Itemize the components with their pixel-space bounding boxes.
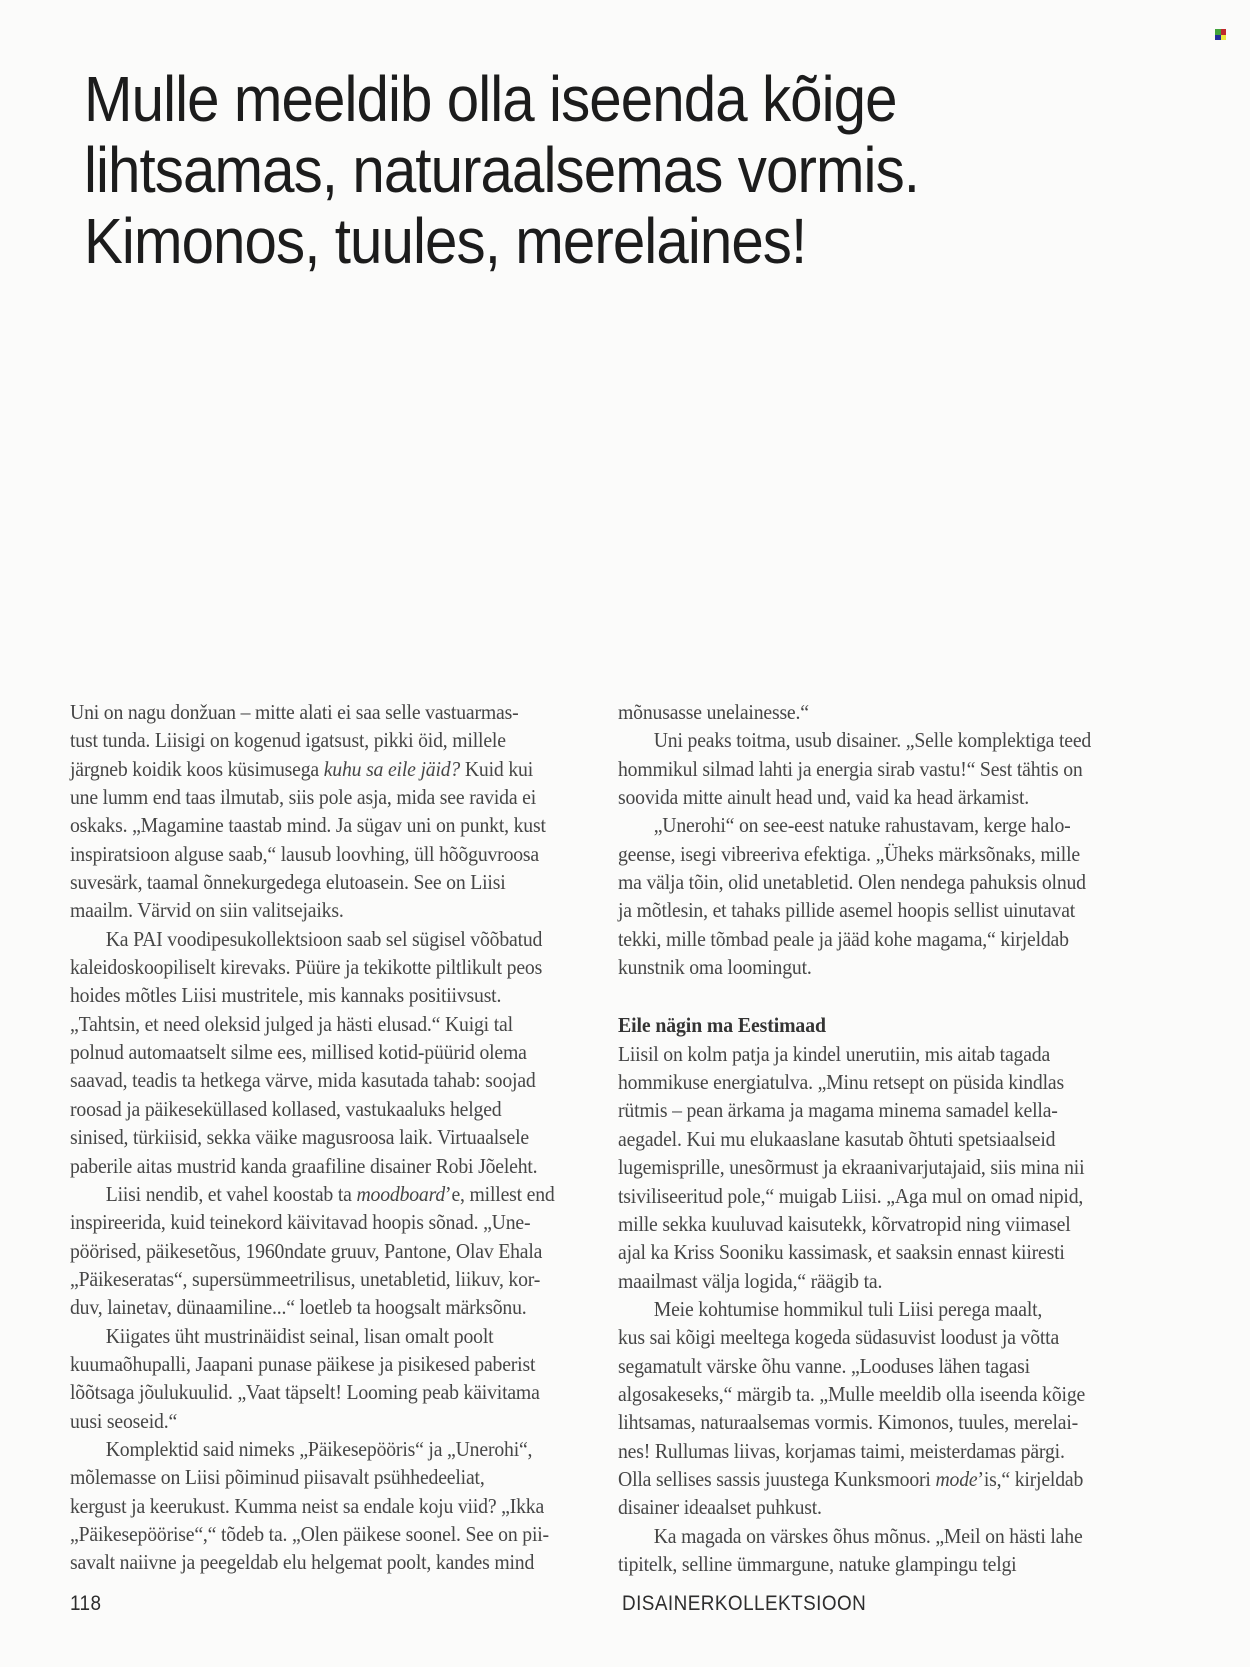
text-line: nes! Rullumas liivas, korjamas taimi, meisterdamas pärgi. [618, 1438, 1065, 1463]
text-line: inspiratsioon alguse saab,“ lausub loovhing, üll hõõguvroosa [70, 841, 540, 866]
text-line: pöörised, päikesetõus, 1960ndate gruuv, Pantone, Olav Ehala [70, 1238, 543, 1263]
paragraph-spacer [618, 981, 1091, 1011]
text-line: disainer ideaalset puhkust. [618, 1495, 822, 1520]
text-line: paberile aitas mustrid kanda graafiline disainer Robi Jõeleht. [70, 1153, 538, 1178]
text-line: ja mõtlesin, et tahaks pillide asemel hoopis sellist uinutavat [618, 898, 1076, 923]
text-line: Komplektid said nimeks „Päikesepööris“ ja „Unerohi“, [105, 1436, 533, 1461]
text-line: tsiviliseeritud pole,“ muigab Liisi. „Aga mul on omad nipid, [618, 1183, 1084, 1208]
text-line: ajal ka Kriss Sooniku kassimask, et saaksin ennast kiiresti [618, 1240, 1065, 1265]
text-line: maailmast välja logida,“ räägib ta. [618, 1268, 883, 1293]
text-line: mille sekka kuuluvad kaisutekk, kõrvatropid ning viimasel [618, 1211, 1071, 1236]
text-line: kuumaõhupalli, Jaapani punase päikese ja pisikesed paberist [70, 1351, 536, 1376]
text-line: oskaks. „Magamine taastab mind. Ja sügav uni on punkt, kust [70, 813, 546, 838]
text-line: segamatult värske õhu vanne. „Looduses lähen tagasi [618, 1353, 1030, 1378]
text-line: geense, isegi vibreeriva efektiga. „Üheks märksõnaks, mille [618, 841, 1080, 866]
text-line: maailm. Värvid on siin valitsejaiks. [70, 898, 344, 923]
text-line: aegadel. Kui mu elukaaslane kasutab õhtuti spetsiaalseid [618, 1126, 1056, 1151]
text-line: lõõtsaga jõulukuulid. „Vaat täpselt! Looming peab käivitama [70, 1380, 540, 1405]
article-column-right [618, 698, 1091, 1578]
text-line: ma välja tõin, olid unetabletid. Olen nendega pahuksis olnud [618, 870, 1086, 895]
text-line: Olla sellises sassis juustega Kunksmoori mode’is,“ kirjeldab [618, 1466, 1084, 1491]
text-line: Liisil on kolm patja ja kindel unerutiin, mis aitab tagada [618, 1041, 1051, 1066]
text-line: Ka magada on värskes õhus mõnus. „Meil on hästi lahe [653, 1523, 1083, 1548]
text-line: rütmis – pean ärkama ja magama minema samadel kella- [618, 1098, 1058, 1123]
text-line: algosakeseks,“ märgib ta. „Mulle meeldib olla iseenda kõige [618, 1381, 1086, 1406]
text-line: hommikuse energiatulva. „Minu retsept on püsida kindlas [618, 1070, 1064, 1095]
text-line: inspireerida, kuid teinekord käivitavad hoopis sõnad. „Une- [70, 1210, 531, 1235]
text-line: hoides mõtles Liisi mustritele, mis kannaks positiivsust. [70, 983, 502, 1008]
text-line: mõnusasse unelainesse.“ [618, 700, 809, 724]
text-line: lihtsamas, naturaalsemas vormis. Kimonos, tuules, merelai- [618, 1410, 1079, 1435]
text-line: kunstnik oma loomingut. [618, 955, 812, 980]
text-line: „Tahtsin, et need oleksid julged ja hästi elusad.“ Kuigi tal [70, 1011, 513, 1036]
text-line: Ka PAI voodipesukollektsioon saab sel sügisel võõbatud [105, 926, 543, 951]
text-line: tipitelk, selline ümmargune, natuke glampingu telgi [618, 1551, 1017, 1576]
text-line: järgneb koidik koos küsimusega kuhu sa eile jäid? Kuid kui [70, 756, 534, 781]
pull-quote-headline [84, 64, 919, 277]
text-line: tekki, mille tõmbad peale ja jääd kohe magama,“ kirjeldab [618, 926, 1069, 951]
text-line: duv, lainetav, dünaamiline...“ loetleb ta hoogsalt märksõnu. [70, 1295, 527, 1320]
text-line: soovida mitte ainult head und, vaid ka head ärkamist. [618, 785, 1030, 810]
section-title: DISAINERKOLLEKTSIOON [622, 1592, 867, 1615]
text-line: Liisi nendib, et vahel koostab ta moodboard’e, millest end [105, 1181, 555, 1206]
article-column-left [70, 698, 555, 1577]
text-line: savalt naiivne ja peegeldab elu helgemat poolt, kandes mind [70, 1550, 535, 1575]
text-line: kaleidoskoopiliselt kirevaks. Püüre ja tekikotte piltlikult peos [70, 955, 543, 980]
text-line: „Päikesepöörise“,“ tõdeb ta. „Olen päikese soonel. See on pii- [70, 1521, 549, 1546]
text-line: suvesärk, taamal õnnekurgedega elutoasein. See on Liisi [70, 870, 506, 895]
text-line: uusi seoseid.“ [70, 1408, 178, 1433]
headline-line-3: Kimonos, tuules, merelaines! [84, 205, 807, 277]
page-number: 118 [70, 1592, 102, 1615]
text-line: kus sai kõigi meeltega kogeda südasuvist loodust ja võtta [618, 1325, 1060, 1350]
brand-color-grid-logo [1215, 29, 1226, 40]
text-line: Kiigates üht mustrinäidist seinal, lisan omalt poolt [105, 1323, 494, 1348]
text-line: „Päikeseratas“, supersümmeetrilisus, unetabletid, liikuv, kor- [70, 1266, 541, 1291]
text-line: „Unerohi“ on see-eest natuke rahustavam, kerge halo- [653, 813, 1071, 838]
subheading: Eile nägin ma Eestimaad [618, 1013, 826, 1038]
headline-line-2: lihtsamas, naturaalsemas vormis. [84, 134, 920, 206]
text-line: sinised, türkiisid, sekka väike magusroosa laik. Virtuaalsele [70, 1125, 529, 1150]
text-line: une lumm end taas ilmutab, siis pole asja, mida see ravida ei [70, 785, 537, 810]
logo-square-yellow [1221, 35, 1227, 41]
headline-line-1: Mulle meeldib olla iseenda kõige [84, 63, 897, 135]
text-line: roosad ja päikeseküllased kollased, vastukaaluks helged [70, 1096, 502, 1121]
text-line: hommikul silmad lahti ja energia sirab vastu!“ Sest tähtis on [618, 756, 1083, 781]
text-line: kergust ja keerukust. Kumma neist sa endale koju viid? „Ikka [70, 1493, 545, 1518]
text-line: mõlemasse on Liisi põiminud piisavalt psühhedeeliat, [70, 1465, 485, 1490]
text-line: Meie kohtumise hommikul tuli Liisi perega maalt, [653, 1296, 1043, 1321]
text-line: polnud automaatselt silme ees, millised kotid-püürid olema [70, 1040, 527, 1065]
text-line: Uni peaks toitma, usub disainer. „Selle komplektiga teed [653, 728, 1092, 753]
text-line: Uni on nagu donžuan – mitte alati ei saa selle vastuarmas- [70, 700, 519, 724]
text-line: saavad, teadis ta hetkega värve, mida kasutada tahab: soojad [70, 1068, 536, 1093]
text-line: lugemisprille, unesõrmust ja ekraanivarjutajaid, siis mina nii [618, 1155, 1085, 1180]
text-line: tust tunda. Liisigi on kogenud igatsust, pikki öid, millele [70, 728, 506, 753]
